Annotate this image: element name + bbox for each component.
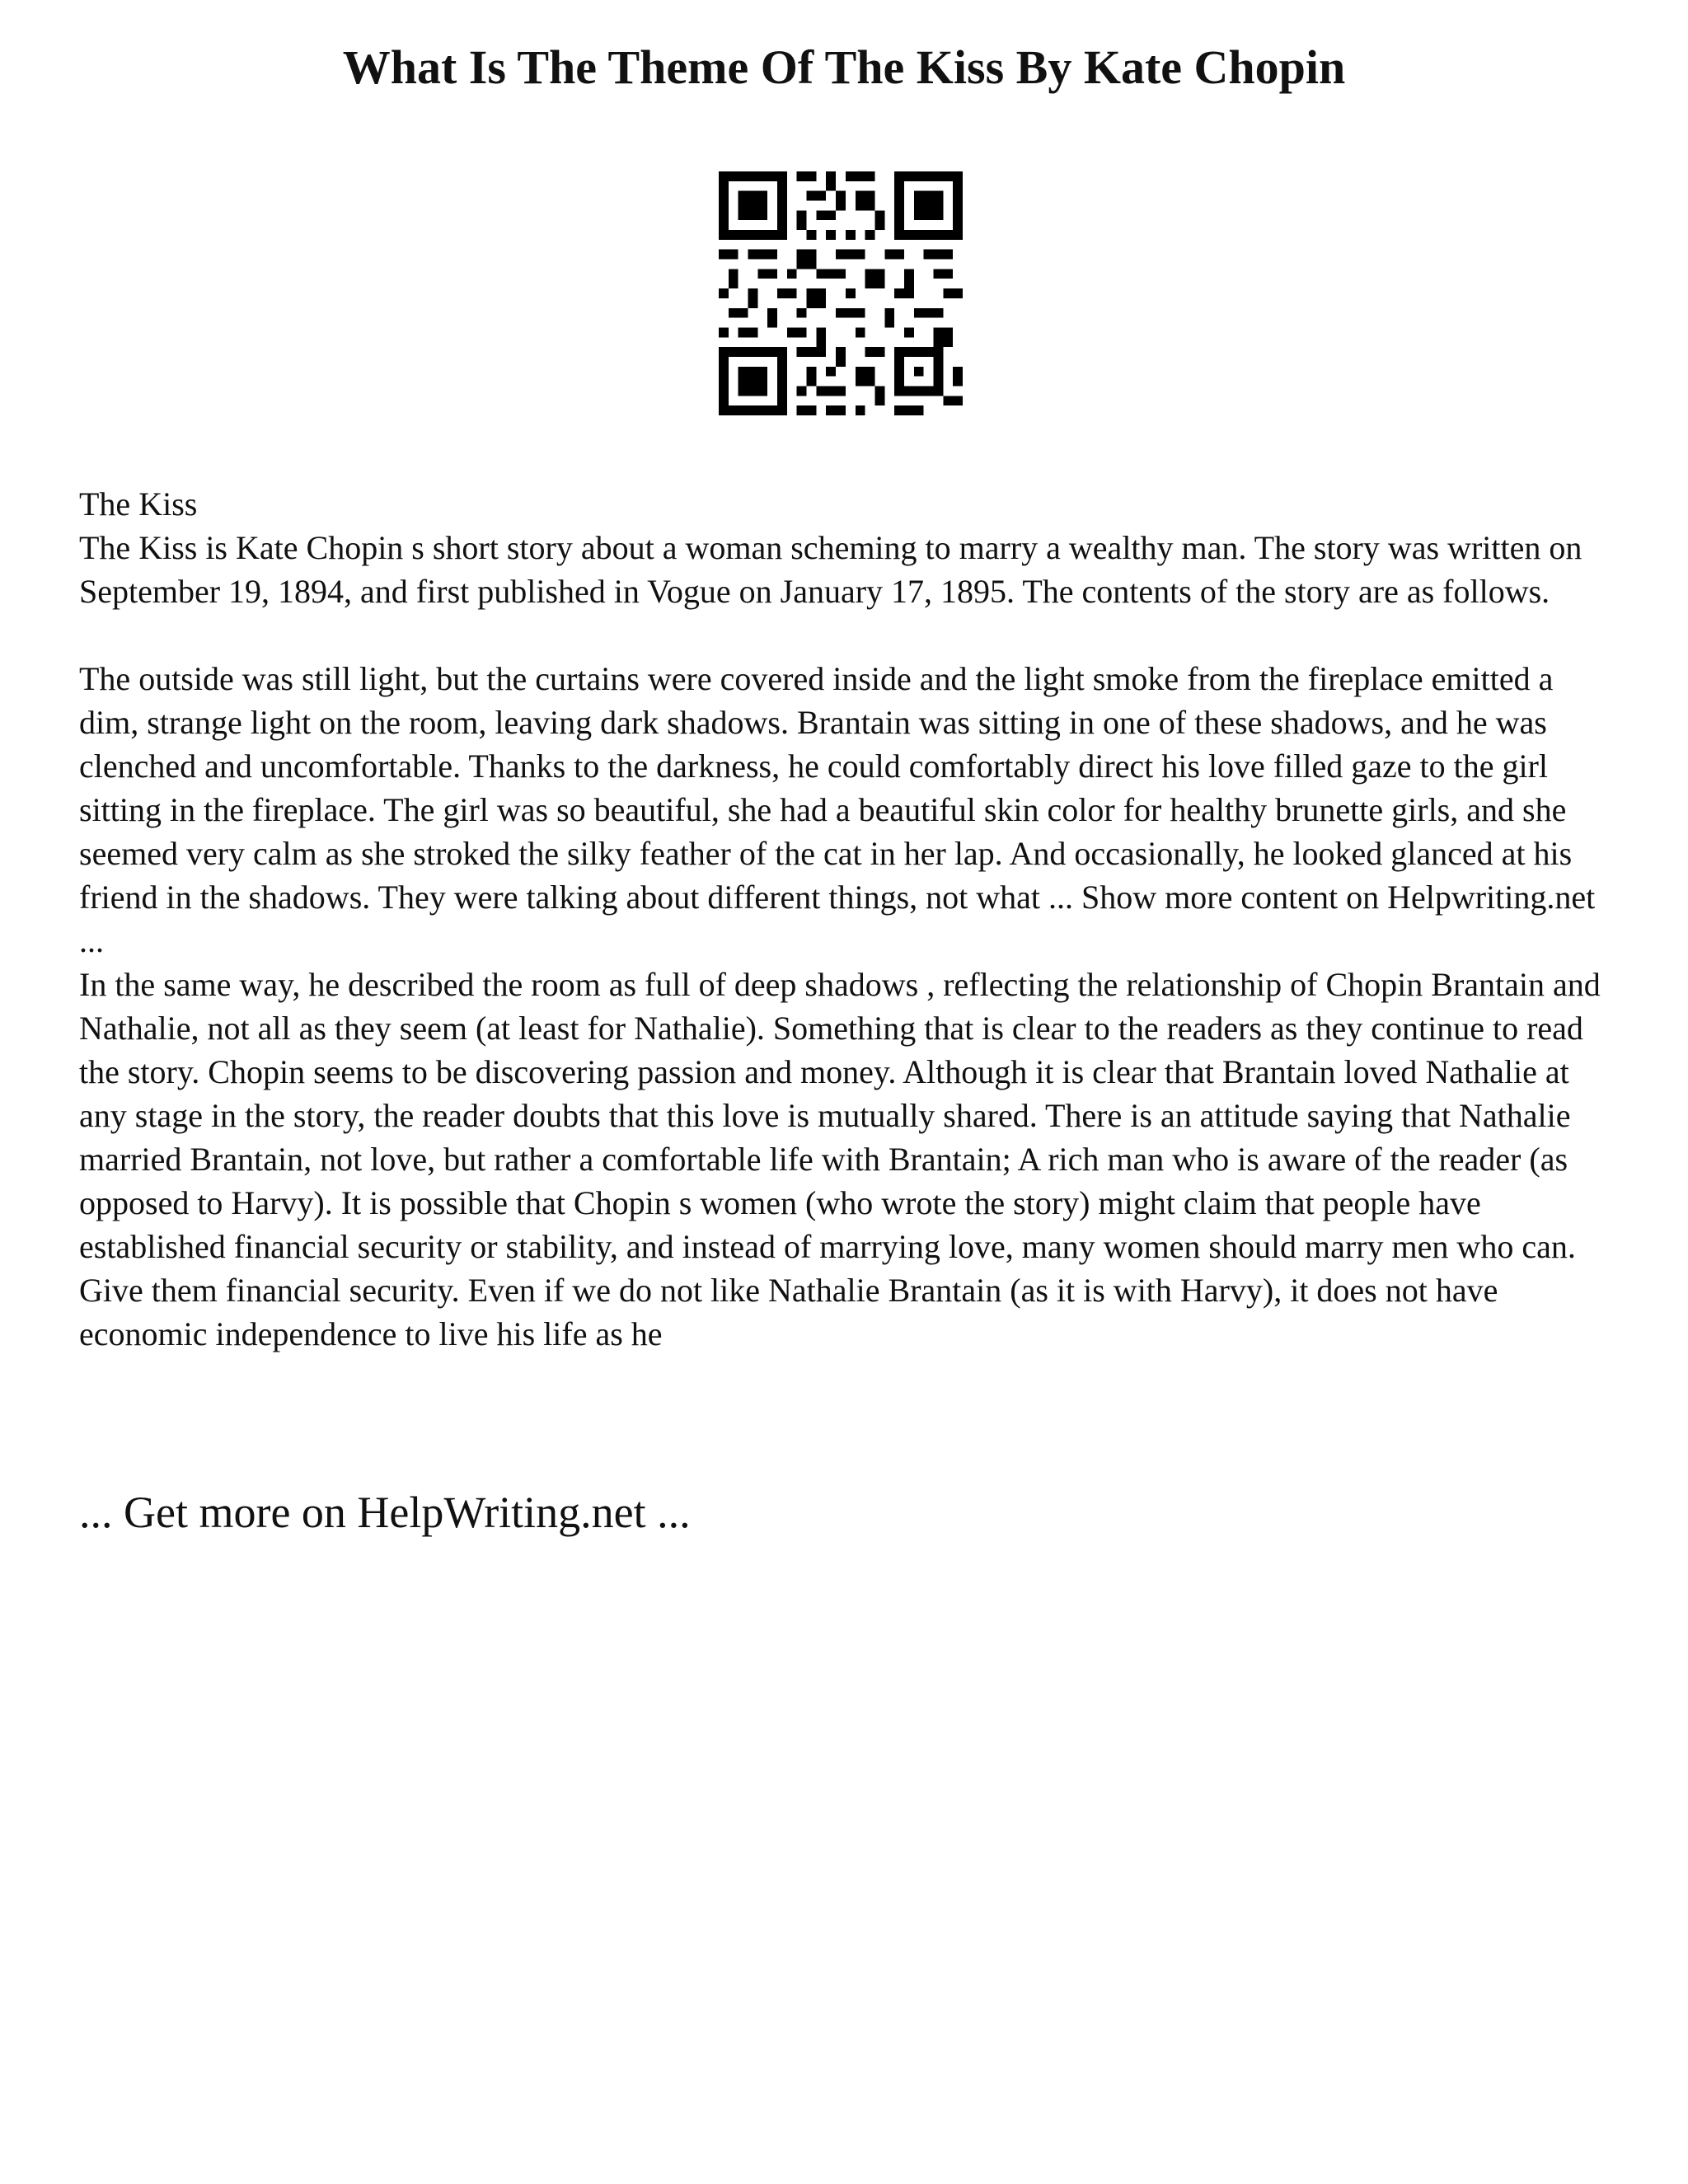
paragraph-intro: The Kiss is Kate Chopin s short story about a woman scheming to marry a wealthy man. The story was written on September 19, 1894, and first published in Vogue on January 17, 1895. The contents of the story are as follows. bbox=[79, 529, 1582, 610]
paragraph-story: The outside was still light, but the curtains were covered inside and the light smoke from the fireplace emitted a dim, strange light on the room, leaving dark shadows. Brantain was sitting in one of these shadows, and he was clenched and uncomfortable. Thanks to the darkness, he could comfortably direct his love filled gaze to the girl sitting in the fireplace. The girl was so beautiful, she had a beautiful skin color for healthy brunette girls, and she seemed very calm as she stroked the silky feather of the cat in her lap. And occasionally, he looked glanced at his friend in the shadows. They were talking about different things, not what ... Show more content on Helpwriting.net ... bbox=[79, 660, 1596, 959]
get-more-link[interactable]: ... Get more on HelpWriting.net ... bbox=[79, 1488, 691, 1537]
paragraph-spacer bbox=[79, 613, 1612, 657]
qr-code bbox=[719, 171, 963, 415]
paragraph-analysis: In the same way, he described the room as full of deep shadows , reflecting the relationship of Chopin Brantain and Nathalie, not all as they seem (at least for Nathalie). Something that is clear to the readers as they continue to read the story. Chopin seems to be discovering passion and money. Although it is clear that Brantain loved Nathalie at any stage in the story, the reader doubts that this love is mutually shared. There is an attitude saying that Nathalie married Brantain, not love, but rather a comfortable life with Brantain; A rich man who is aware of the reader (as opposed to Harvy). It is possible that Chopin s women (who wrote the story) might claim that people have established financial security or stability, and instead of marrying love, many women should marry men who can. Give them financial security. Even if we do not like Nathalie Brantain (as it is with Harvy), it does not have economic independence to live his life as he bbox=[79, 966, 1601, 1352]
section-heading: The Kiss bbox=[79, 485, 198, 523]
article-body bbox=[79, 482, 1612, 1356]
page-title: What Is The Theme Of The Kiss By Kate Chopin bbox=[342, 40, 1346, 94]
